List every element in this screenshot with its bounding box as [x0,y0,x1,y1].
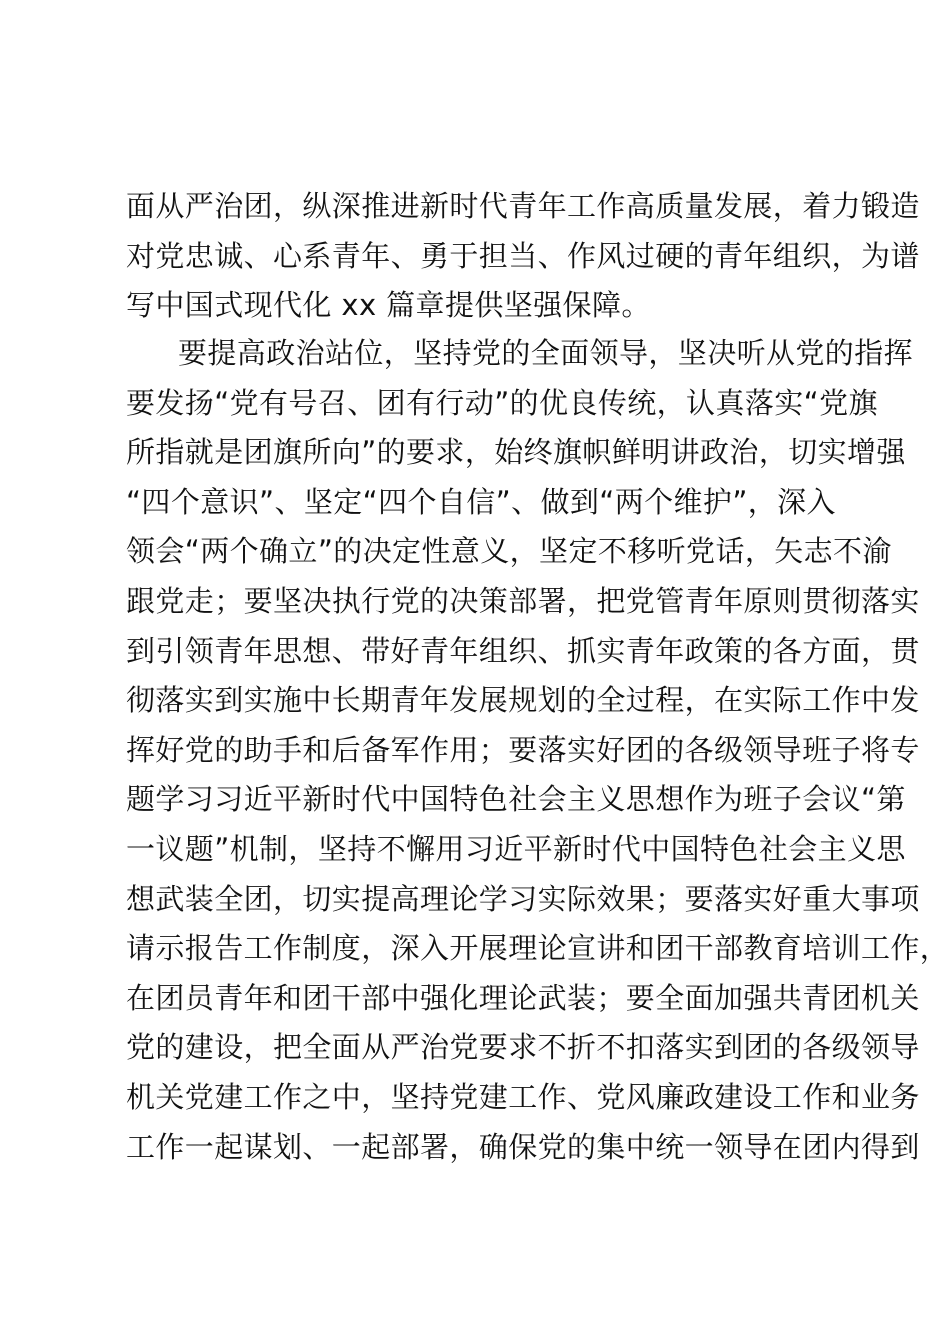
text-line: 挥好党的助手和后备军作用；要落实好团的各级领导班子将专 [126,732,920,767]
text-line: 想武装全团，切实提高理论学习实际效果；要落实好重大事项 [126,881,920,916]
text-line: 机关党建工作之中，坚持党建工作、党风廉政建设工作和业务 [126,1079,920,1114]
text-line: 在团员青年和团干部中强化理论武装；要全面加强共青团机关 [126,980,920,1015]
text-line: 一议题”机制，坚持不懈用习近平新时代中国特色社会主义思 [126,831,906,866]
text-line: 所指就是团旗所向”的要求，始终旗帜鲜明讲政治，切实增强 [126,435,906,470]
text-line: 题学习习近平新时代中国特色社会主义思想作为班子会议“第 [126,782,906,817]
text-line: 要发扬“党有号召、团有行动”的优良传统，认真落实“党旗 [126,385,878,420]
text-line: 面从严治团，纵深推进新时代青年工作高质量发展，着力锻造 [126,189,920,223]
paragraph-continuation [126,182,920,331]
text-line: 请示报告工作制度，深入开展理论宣讲和团干部教育培训工作， [126,931,950,966]
paragraph-political-stance [126,329,950,1172]
text-line: 工作一起谋划、一起部署，确保党的集中统一领导在团内得到 [126,1129,920,1164]
text-line: 跟党走；要坚决执行党的决策部署，把党管青年原则贯彻落实 [126,583,920,618]
text-line: 党的建设，把全面从严治党要求不折不扣落实到团的各级领导 [126,1030,920,1065]
text-line: 要提高政治站位，坚持党的全面领导，坚决听从党的指挥 [178,336,914,370]
text-line: 到引领青年思想、带好青年组织、抓实青年政策的各方面，贯 [126,633,920,668]
text-line: 领会“两个确立”的决定性意义，坚定不移听党话，矢志不渝 [126,534,892,569]
text-line: 彻落实到实施中长期青年发展规划的全过程，在实际工作中发 [126,683,920,718]
text-line: “四个意识”、坚定“四个自信”、做到“两个维护”，深入 [126,484,836,519]
text-line: 对党忠诚、心系青年、勇于担当、作风过硬的青年组织，为谱 [126,238,920,273]
text-line: 写中国式现代化 xx 篇章提供坚强保障。 [126,288,651,323]
